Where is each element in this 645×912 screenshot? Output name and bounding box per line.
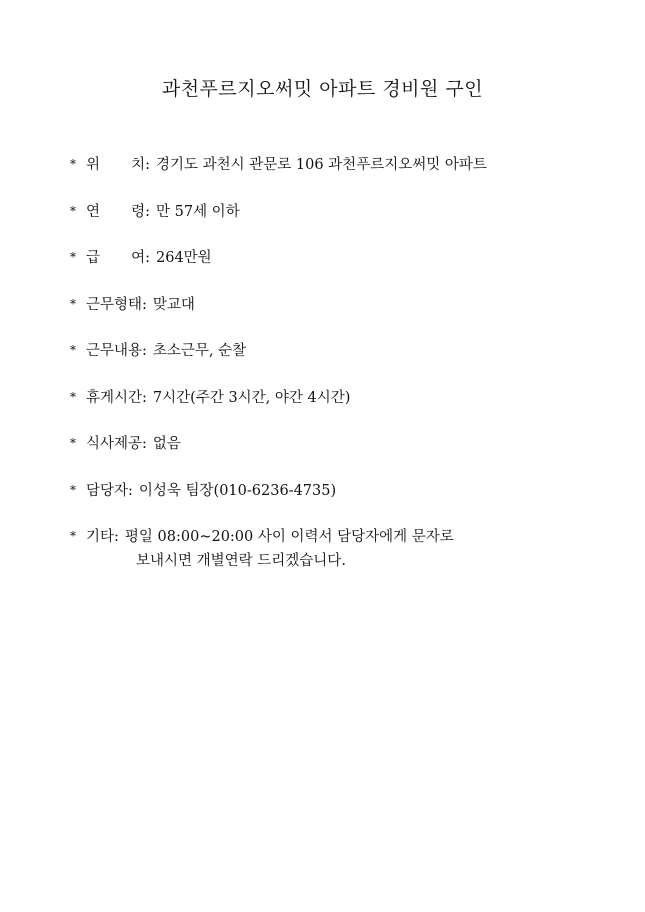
list-item-work-shift — [70, 293, 630, 315]
item-label: 담당자: — [86, 482, 133, 499]
item-value: 초소근무, 순찰 — [152, 343, 247, 359]
page-title: 과천푸르지오써밋 아파트 경비원 구인 — [161, 78, 484, 100]
item-label — [86, 201, 150, 223]
bullet-marker: * — [70, 529, 76, 543]
label-char-first: 급 — [86, 250, 101, 266]
item-value: 평일 08:00~20:00 사이 이력서 담당자에게 문자로 — [124, 529, 454, 545]
item-label: 식사제공: — [86, 436, 147, 452]
item-value: 경기도 과천시 관문로 106 과천푸르지오써밋 아파트 — [156, 157, 487, 173]
label-char-second: 령: — [131, 203, 150, 220]
list-item-salary — [70, 246, 630, 268]
bullet-marker: * — [70, 343, 76, 357]
bullet-marker: * — [70, 389, 76, 404]
item-label: 휴게시간: — [86, 389, 147, 406]
item-value: 없음 — [152, 436, 181, 452]
bullet-marker: * — [70, 157, 76, 171]
bullet-marker: * — [70, 250, 76, 264]
list-item-work-duties — [70, 339, 630, 361]
list-item-other — [70, 525, 630, 572]
label-char-second: 여: — [131, 250, 150, 266]
item-value-continuation: 보내시면 개별연락 드리겠습니다. — [136, 553, 346, 569]
item-label — [86, 154, 150, 176]
item-label: 기타: — [86, 529, 119, 545]
list-item-break-time — [70, 386, 630, 408]
item-value: 만 57세 이하 — [156, 203, 240, 220]
job-details-list — [70, 153, 630, 597]
item-label: 근무형태: — [86, 296, 147, 313]
item-value: 264만원 — [156, 250, 212, 266]
bullet-marker: * — [70, 296, 76, 311]
bullet-marker: * — [70, 203, 76, 218]
list-item-meals — [70, 432, 630, 454]
label-char-second: 치: — [131, 157, 150, 173]
item-label — [86, 247, 150, 269]
label-char-first: 위 — [86, 157, 101, 173]
bullet-marker: * — [70, 436, 76, 450]
bullet-marker: * — [70, 482, 76, 497]
list-item-age — [70, 200, 630, 222]
list-item-contact — [70, 479, 630, 501]
item-value: 이성욱 팀장(010-6236-4735) — [138, 482, 337, 499]
label-char-first: 연 — [86, 203, 101, 220]
item-value: 맞교대 — [152, 296, 195, 313]
list-item-location — [70, 153, 630, 175]
item-value: 7시간(주간 3시간, 야간 4시간) — [152, 389, 351, 406]
item-label: 근무내용: — [86, 343, 147, 359]
